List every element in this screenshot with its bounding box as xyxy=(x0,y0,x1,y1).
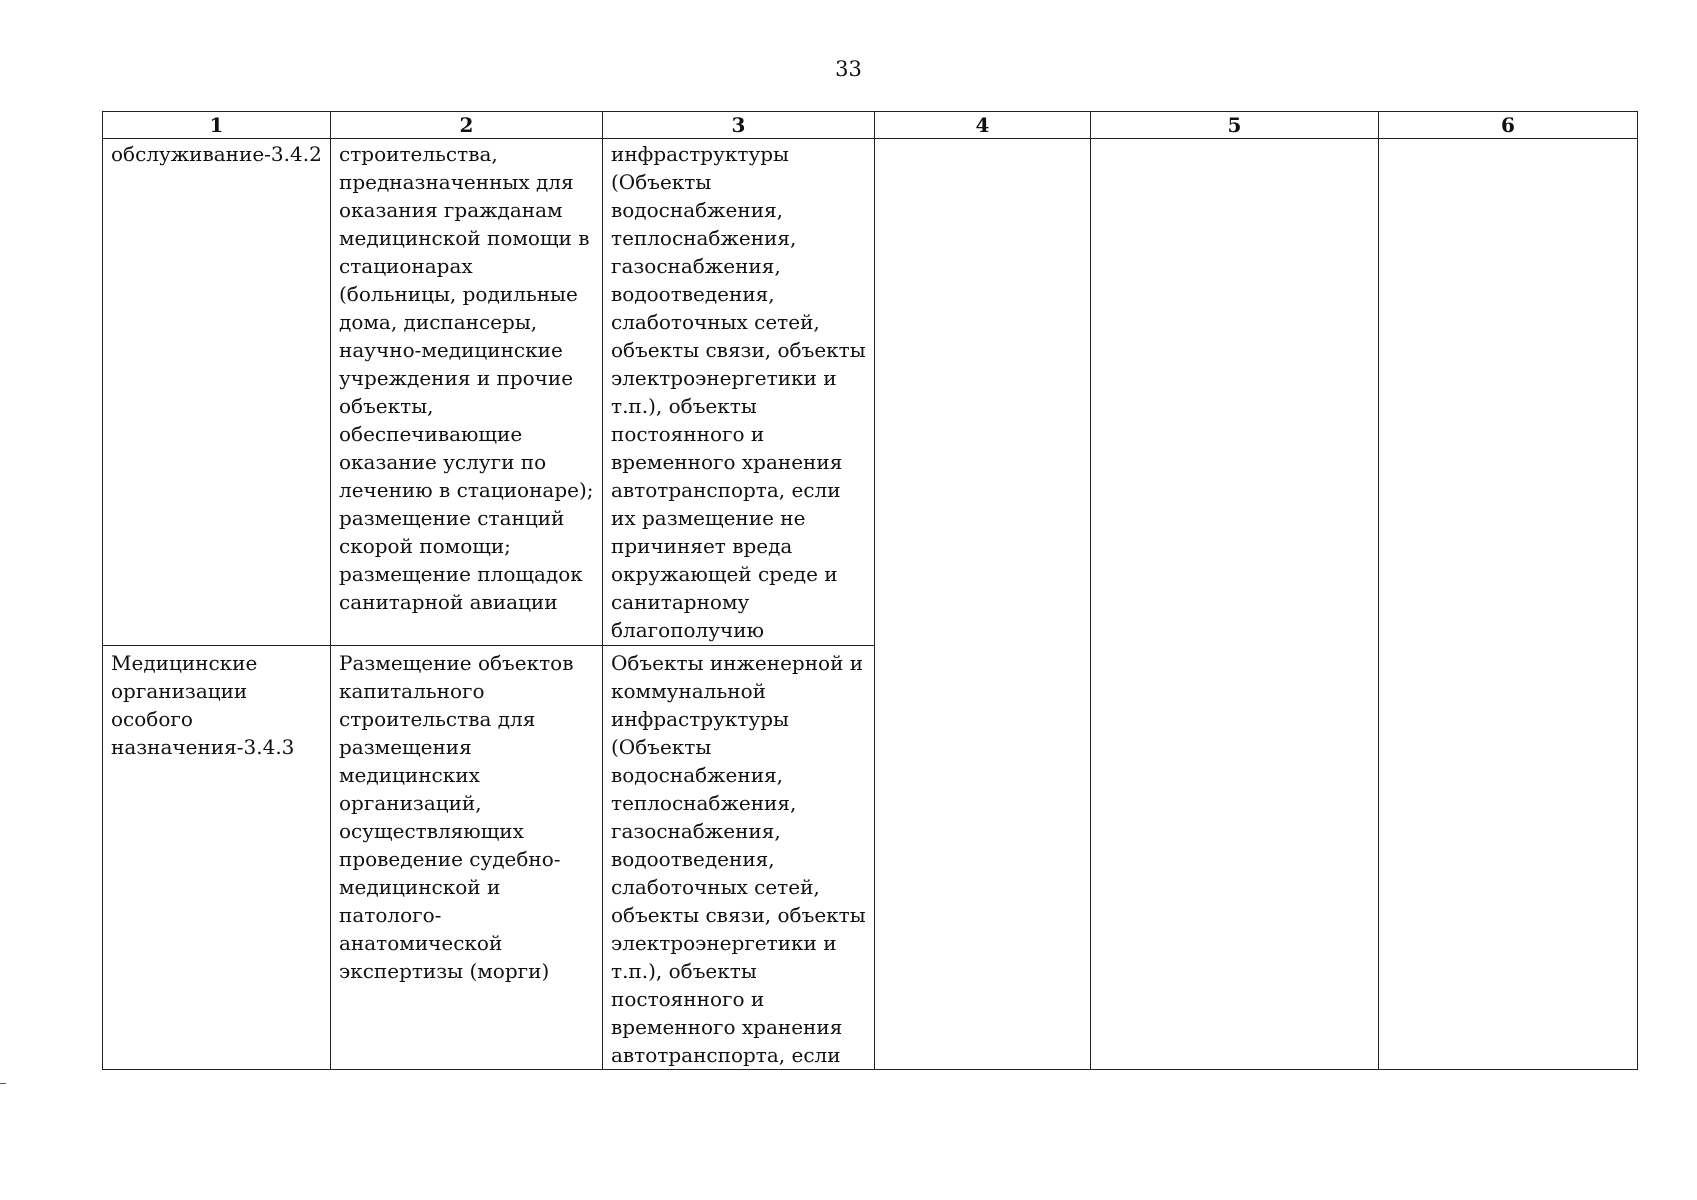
column-header-6: 6 xyxy=(1379,112,1638,139)
cell-empty-col-5 xyxy=(1091,139,1379,1070)
margin-mark xyxy=(0,1083,6,1084)
cell-auxiliary-use xyxy=(603,139,875,646)
column-header-4: 4 xyxy=(875,112,1091,139)
cell-empty-col-4 xyxy=(875,139,1091,1070)
cell-text: Медицинские организации особого назначения-3.4.3 xyxy=(111,651,295,759)
cell-text: инфраструктуры (Объекты водоснабжения, теплоснабжения, газоснабжения, водоотведения, слаботочных сетей, объекты связи, объекты электроэнергетики и т.п.), объекты постоянного и временного хранения автотранспорта, если их размещение не причиняет вреда окружающей среде и санитарному благополучию xyxy=(611,142,866,642)
page-number: 33 xyxy=(835,57,862,81)
zoning-table xyxy=(102,111,1638,1070)
column-header-1: 1 xyxy=(103,112,331,139)
column-header-3: 3 xyxy=(603,112,875,139)
cell-description xyxy=(331,646,603,1070)
column-header-5: 5 xyxy=(1091,112,1379,139)
cell-text: обслуживание-3.4.2 xyxy=(111,142,322,166)
cell-empty-col-6 xyxy=(1379,139,1638,1070)
cell-text: Объекты инженерной и коммунальной инфраструктуры (Объекты водоснабжения, теплоснабжения, газоснабжения, водоотведения, слаботочных сетей, объекты связи, объекты электроэнергетики и т.п.), объекты постоянного и временного хранения автотранспорта, если xyxy=(611,651,866,1067)
header-row xyxy=(103,112,1638,139)
cell-text: строительства, предназначенных для оказания гражданам медицинской помощи в стационарах (больницы, родильные дома, диспансеры, научно-медицинские учреждения и прочие объекты, обеспечивающие оказание услуги по лечению в стационаре); размещение станций скорой помощи; размещение площадок санитарной авиации xyxy=(339,142,594,614)
cell-land-use-type xyxy=(103,646,331,1070)
cell-land-use-type xyxy=(103,139,331,646)
cell-text: Размещение объектов капитального строительства для размещения медицинских организаций, осуществляющих проведение судебно- медицинской и патолого- анатомической экспертизы (морги) xyxy=(339,651,574,983)
cell-auxiliary-use xyxy=(603,646,875,1070)
table-row xyxy=(103,139,1638,646)
cell-description xyxy=(331,139,603,646)
column-header-2: 2 xyxy=(331,112,603,139)
